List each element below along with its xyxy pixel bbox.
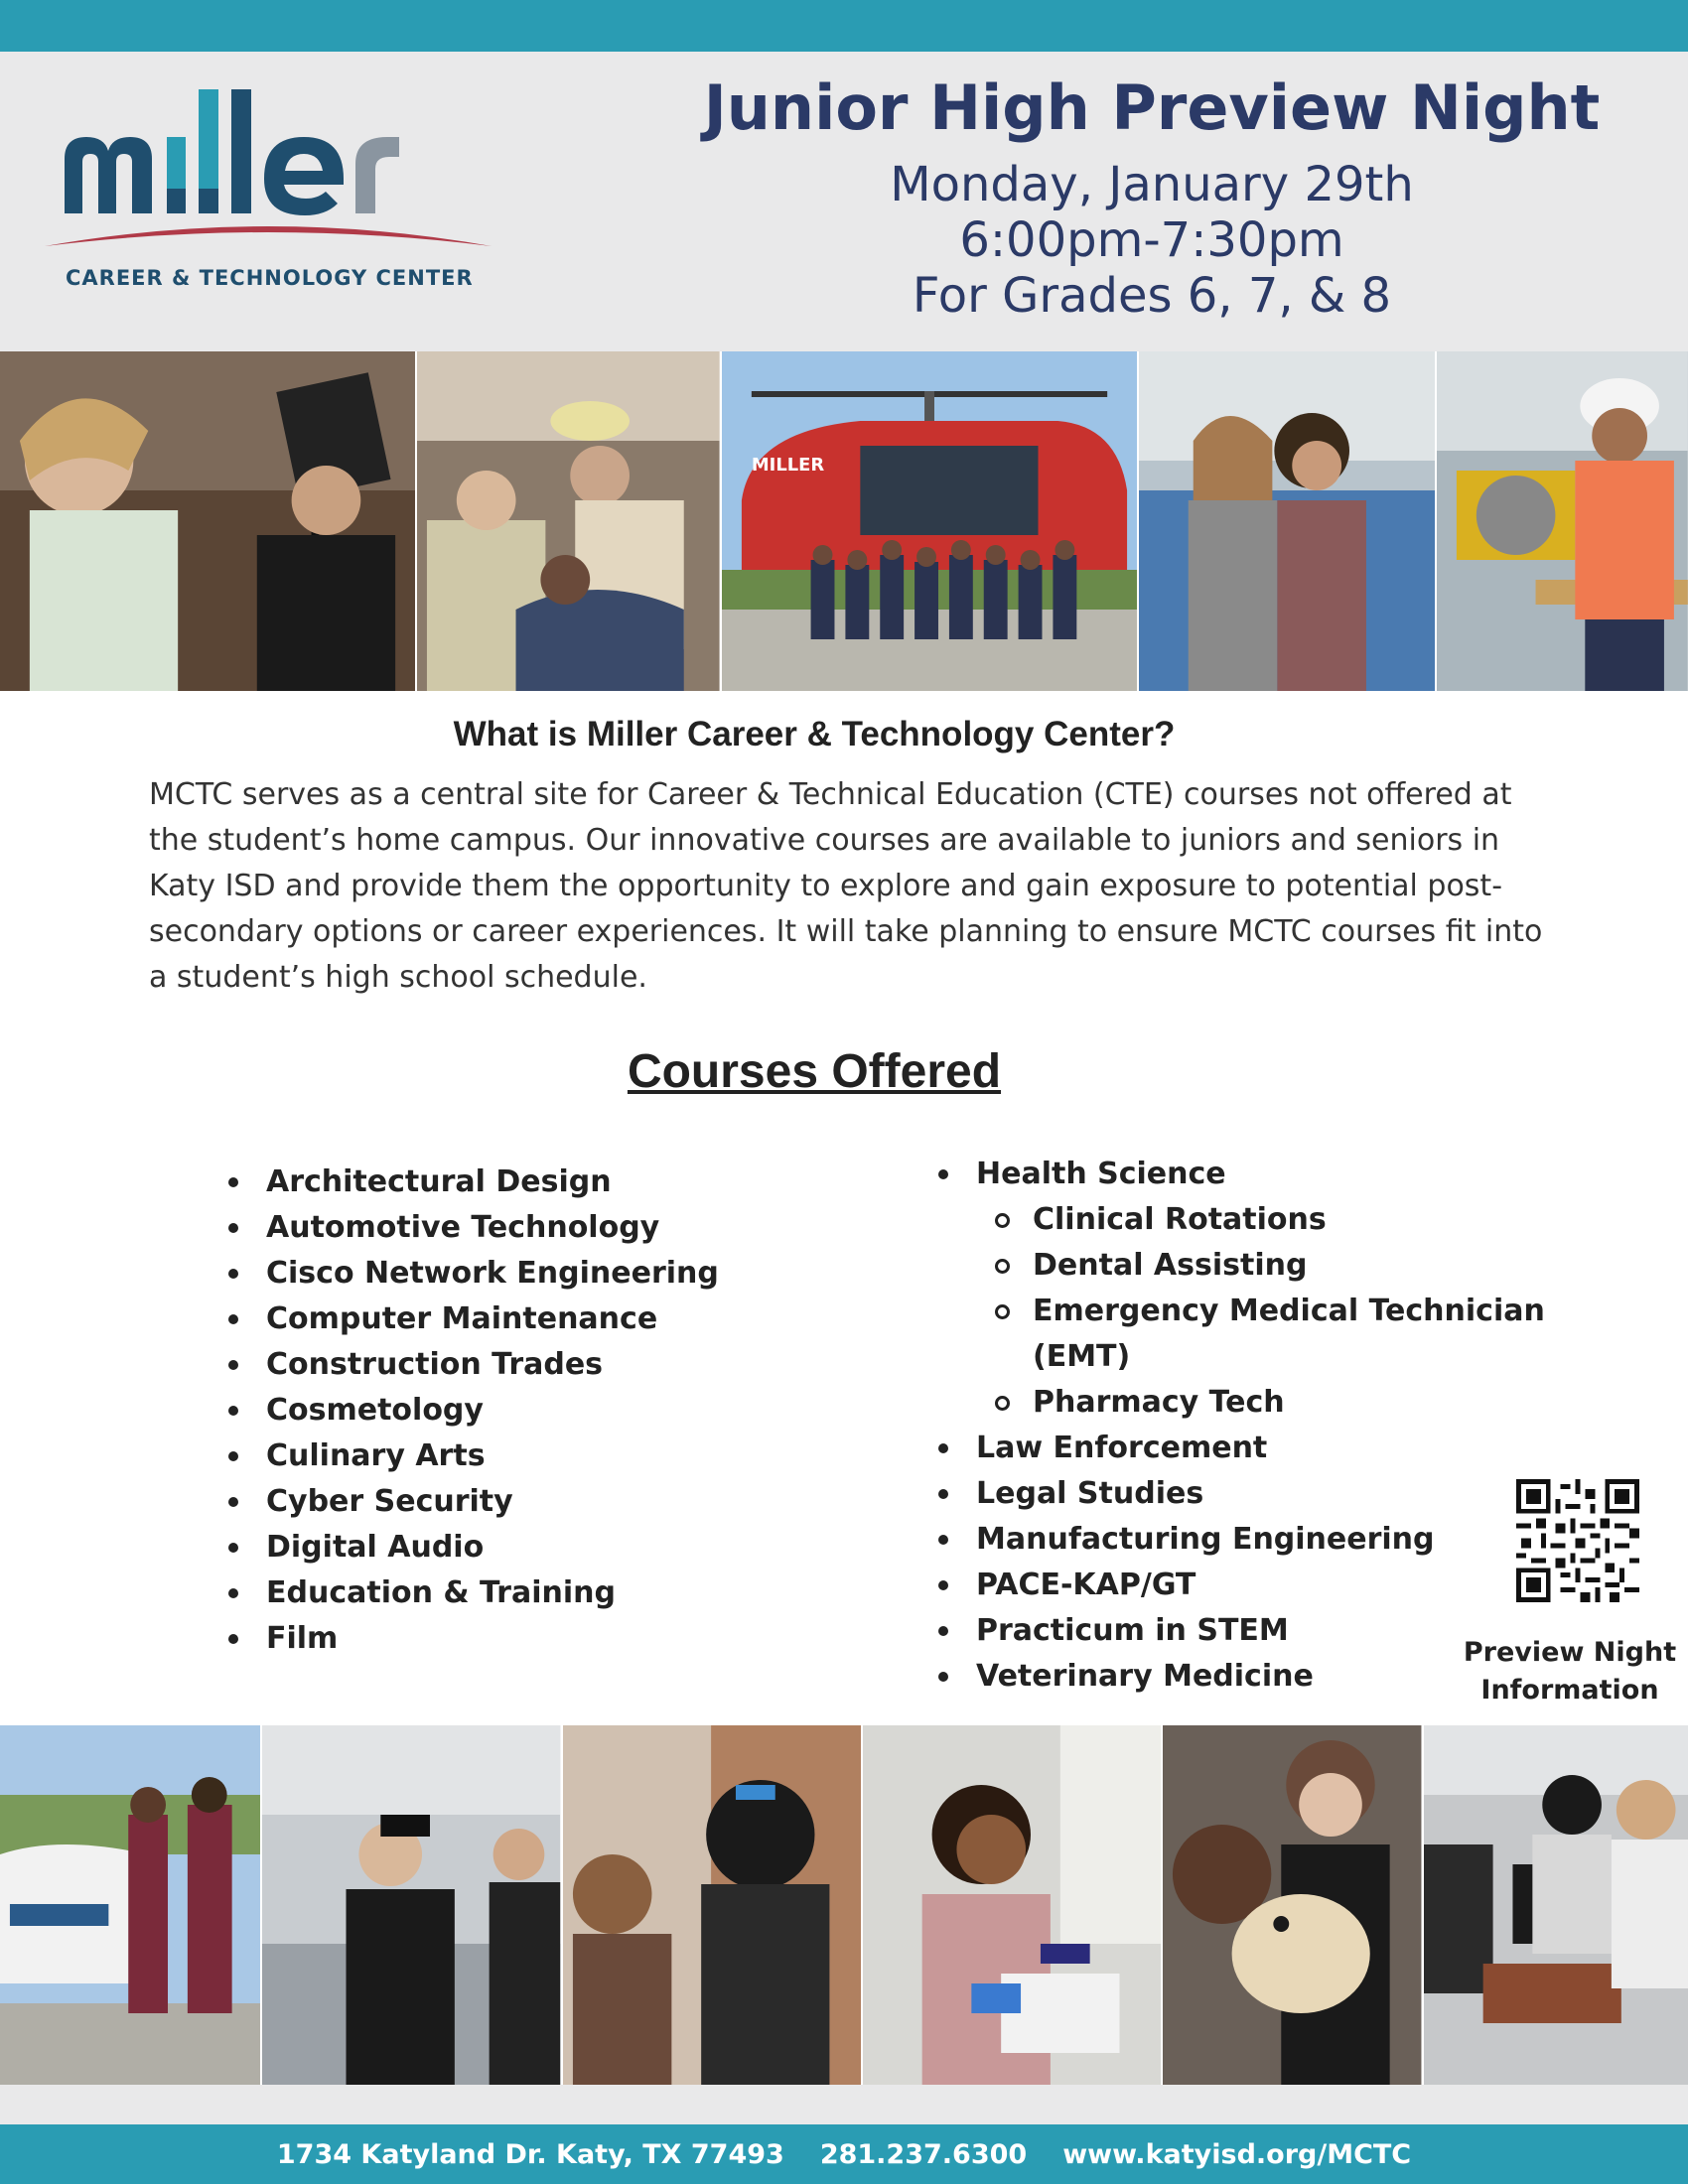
list-item: Cyber Security (228, 1479, 719, 1525)
bullet-icon (228, 1314, 238, 1324)
hollow-bullet-icon (995, 1396, 1010, 1411)
list-item: Construction Trades (228, 1342, 719, 1388)
photo-cosmetology (563, 1725, 863, 2085)
photo-film-camera (0, 351, 417, 691)
hollow-bullet-icon (995, 1259, 1010, 1274)
list-item: Veterinary Medicine (938, 1654, 1545, 1700)
bullet-icon (938, 1626, 948, 1636)
event-date: Monday, January 29th (890, 157, 1414, 212)
bullet-icon (228, 1451, 238, 1461)
bullet-icon (228, 1177, 238, 1187)
hollow-bullet-icon (995, 1213, 1010, 1228)
courses-list-left (228, 1160, 719, 1662)
bullet-icon (228, 1634, 238, 1644)
sub-list-item: Clinical Rotations (938, 1197, 1545, 1243)
bullet-icon (228, 1543, 238, 1553)
bullet-icon (938, 1169, 948, 1179)
footer-contact-bar (0, 2124, 1688, 2184)
footer-address: 1734 Katyland Dr. Katy, TX 77493 (276, 2138, 784, 2170)
about-heading: What is Miller Career & Technology Center? (453, 715, 1176, 753)
bullet-icon (938, 1489, 948, 1499)
courses-heading: Courses Offered (627, 1045, 1002, 1098)
list-item: Culinary Arts (228, 1433, 719, 1479)
bottom-photo-strip (0, 1725, 1688, 2085)
bullet-icon (938, 1580, 948, 1590)
list-item: Cosmetology (228, 1388, 719, 1433)
sub-list-item: Emergency Medical Technician (938, 1289, 1545, 1334)
photo-dental (417, 351, 722, 691)
bullet-icon (228, 1588, 238, 1598)
list-item: Law Enforcement (938, 1426, 1545, 1471)
photo-networking (1424, 1725, 1688, 2085)
photo-helicopter (722, 351, 1139, 691)
list-item: Practicum in STEM (938, 1608, 1545, 1654)
bullet-icon (938, 1672, 948, 1682)
photo-culinary (262, 1725, 562, 2085)
event-title: Junior High Preview Night (703, 71, 1601, 144)
bullet-icon (938, 1443, 948, 1453)
sub-list-item: Dental Assisting (938, 1243, 1545, 1289)
top-accent-bar (0, 0, 1688, 52)
hollow-bullet-icon (995, 1304, 1010, 1319)
bullet-icon (228, 1269, 238, 1279)
list-item: Digital Audio (228, 1525, 719, 1570)
bullet-icon (228, 1406, 238, 1416)
photo-law-enforcement (0, 1725, 262, 2085)
list-item: Film (228, 1616, 719, 1662)
list-item: PACE-KAP/GT (938, 1563, 1545, 1608)
about-body: MCTC serves as a central site for Career & Technical Education (CTE) courses not offered at the student’s home campus. Our innovative courses are available to juniors and seniors in Katy ISD and provide them the opportunity to explore and gain exposure to potential post-secondary options or career experiences. It will take planning to ensure MCTC courses fit into a student’s high school schedule. (149, 777, 1543, 995)
photo-veterinary (1163, 1725, 1423, 2085)
photo-clinical (863, 1725, 1163, 2085)
list-item: Education & Training (228, 1570, 719, 1616)
sub-list-item: Pharmacy Tech (938, 1380, 1545, 1426)
photo-electrical-lab (1139, 351, 1438, 691)
bullet-icon (228, 1223, 238, 1233)
helicopter-logo: MILLER (751, 454, 824, 477)
bullet-icon (228, 1360, 238, 1370)
list-item: Automotive Technology (228, 1205, 719, 1251)
list-item: Cisco Network Engineering (228, 1251, 719, 1297)
list-item: Health Science (938, 1152, 1545, 1197)
event-grades: For Grades 6, 7, & 8 (912, 268, 1392, 324)
bullet-icon (228, 1497, 238, 1507)
qr-code-icon[interactable] (1516, 1479, 1639, 1602)
courses-list-right (938, 1152, 1545, 1700)
footer-website-link[interactable]: www.katyisd.org/MCTC (1062, 2138, 1412, 2170)
qr-caption: Preview Night Information (1463, 1637, 1677, 1706)
list-item: Manufacturing Engineering (938, 1517, 1545, 1563)
list-item: Legal Studies (938, 1471, 1545, 1517)
sub-list-item-continued: (EMT) (1033, 1339, 1131, 1374)
bullet-icon (938, 1535, 948, 1545)
photo-construction (1437, 351, 1688, 691)
list-item: Architectural Design (228, 1160, 719, 1205)
list-item: Computer Maintenance (228, 1297, 719, 1342)
event-time: 6:00pm-7:30pm (959, 212, 1344, 268)
top-photo-strip (0, 351, 1688, 691)
miller-logo (40, 79, 496, 298)
footer-phone: 281.237.6300 (819, 2138, 1028, 2170)
logo-tagline: CAREER & TECHNOLOGY CENTER (66, 266, 474, 290)
